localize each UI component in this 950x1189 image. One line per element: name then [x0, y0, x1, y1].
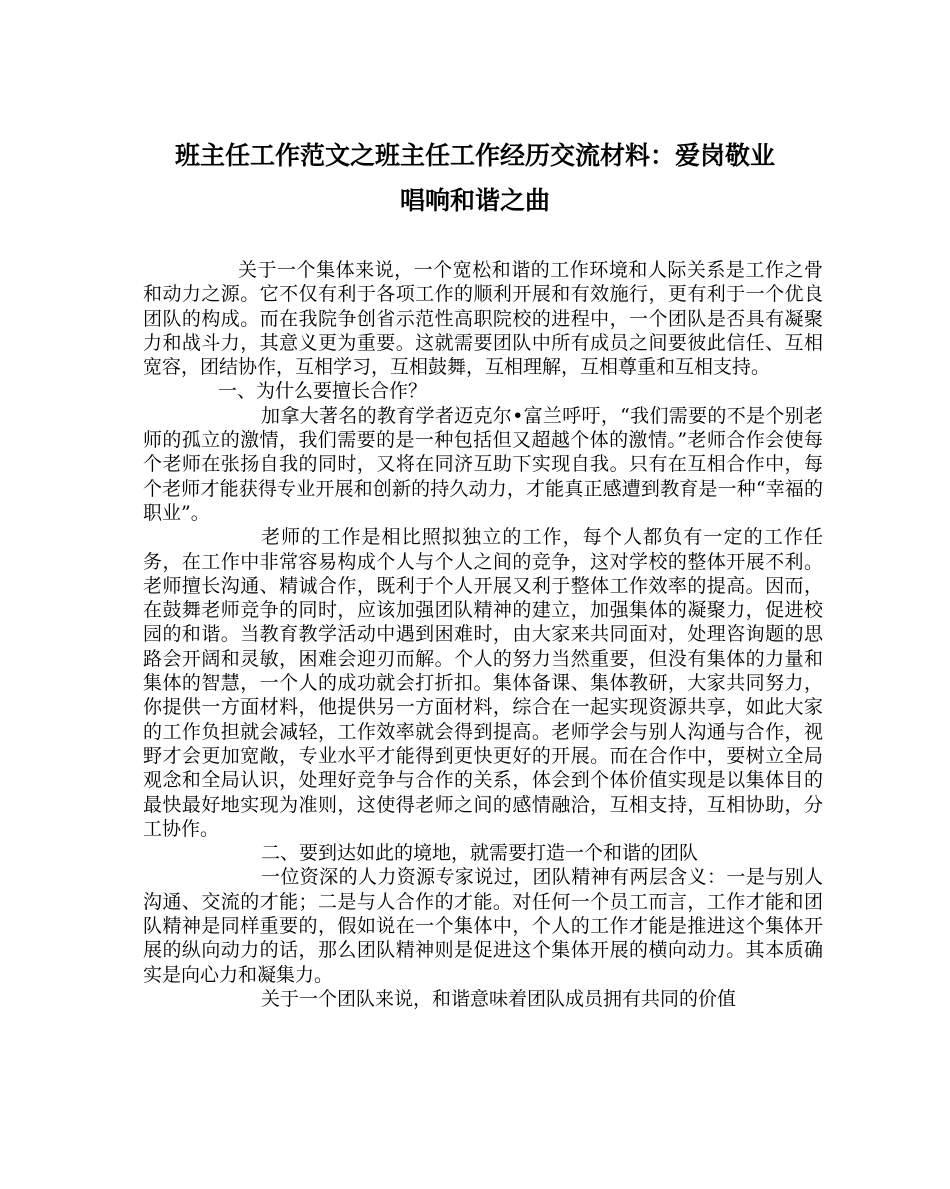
- paragraph: 关于一个团队来说，和谐意味着团队成员拥有共同的价值: [261, 987, 737, 1010]
- paragraph: 老师的工作是相比照拟独立的工作，每个人都负有一定的工作任务，在工作中非常容易构成个人与个人之间的竞争，这对学校的整体开展不利。老师擅长沟通、精诚合作，既利于个人开展又利于整体工作效率的提高。因而，在鼓舞老师竞争的同时，应该加强团队精神的建立，加强集体的凝聚力，促进校园的和谐。当教育教学活动中遇到困难时，由大家来共同面对，处理咨询题的思路会开阔和灵敏，困难会迎刃而解。个人的努力当然重要，但没有集体的力量和集体的智慧，一个人的成功就会打折扣。集体备课、集体教研，大家共同努力，你提供一方面材料，他提供另一方面材料，综合在一起实现资源共享，如此大家的工作负担就会减轻，工作效率就会得到提高。老师学会与别人沟通与合作，视野才会更加宽敞，专业水平才能得到更快更好的开展。而在合作中，要树立全局观念和全局认识，处理好竞争与合作的关系，体会到个体价值实现是以集体目的最快最好地实现为准则，这使得老师之间的感情融洽，互相支持，互相协助，分工协作。: [143, 526, 823, 840]
- document-body: [143, 258, 823, 1011]
- section-heading-1: 一、为什么要擅长合作？: [218, 380, 428, 403]
- section-heading-2: 二、要到达如此的境地，就需要打造一个和谐的团队: [261, 842, 699, 865]
- paragraph: 加拿大著名的教育学者迈克尔•富兰呼吁，“我们需要的不是个别老师的孤立的激情，我们需要的是一种包括但又超越个体的激情。”老师合作会使每个老师在张扬自我的同时，又将在同济互助下实现自我。只有在互相合作中，每个老师才能获得专业开展和创新的持久动力，才能真正感遭到教育是一种“幸福的职业”。: [143, 404, 823, 524]
- paragraph-intro: 关于一个集体来说，一个宽松和谐的工作环境和人际关系是工作之骨和动力之源。它不仅有利于各项工作的顺利开展和有效施行，更有利于一个优良团队的构成。而在我院争创省示范性高职院校的进程中，一个团队是否具有凝聚力和战斗力，其意义更为重要。这就需要团队中所有成员之间要彼此信任、互相宽容，团结协作，互相学习，互相鼓舞，互相理解，互相尊重和互相支持。: [143, 259, 823, 379]
- paragraph: 一位资深的人力资源专家说过，团队精神有两层含义：一是与别人沟通、交流的才能；二是与人合作的才能。对任何一个员工而言，工作才能和团队精神是同样重要的，假如说在一个集体中，个人的工作才能是推进这个集体开展的纵向动力的话，那么团队精神则是促进这个集体开展的横向动力。其本质确实是向心力和凝集力。: [143, 866, 823, 986]
- document-title-line-2: 唱响和谐之曲: [399, 186, 550, 215]
- document-title-line-1: 班主任工作范文之班主任工作经历交流材料：爱岗敬业: [174, 141, 775, 170]
